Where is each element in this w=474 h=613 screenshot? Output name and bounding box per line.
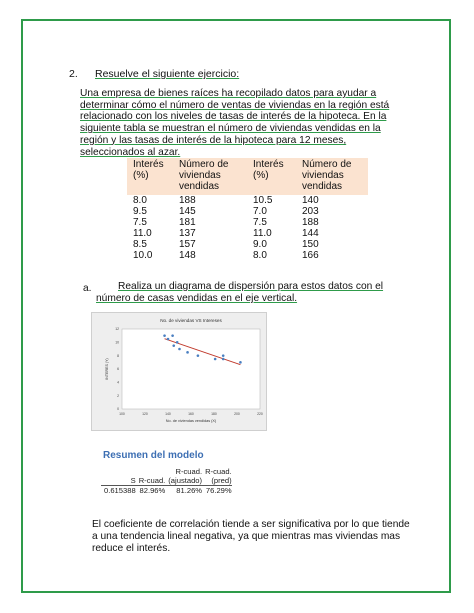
table-cell: 9.5 bbox=[133, 206, 147, 217]
table-cell: 7.5 bbox=[133, 217, 147, 228]
table-cell: 8.0 bbox=[133, 195, 147, 206]
data-point bbox=[239, 361, 242, 364]
x-tick-label: 100 bbox=[119, 412, 125, 416]
summary-h1-0 bbox=[101, 467, 136, 476]
exercise-number: 2. bbox=[69, 68, 78, 80]
x-tick-label: 140 bbox=[165, 412, 171, 416]
data-point bbox=[214, 358, 217, 361]
y-axis-label: INTERES (Y) bbox=[105, 358, 109, 380]
table-cell: 145 bbox=[179, 206, 196, 217]
data-point bbox=[197, 354, 200, 357]
table-cell: 166 bbox=[302, 250, 319, 261]
data-point bbox=[186, 351, 189, 354]
summary-rsq-value: 82.96% bbox=[136, 486, 166, 496]
data-point bbox=[172, 344, 175, 347]
data-point bbox=[171, 334, 174, 337]
y-tick-label: 6 bbox=[117, 367, 119, 372]
summary-h1-3: R-cuad. bbox=[205, 467, 232, 476]
summary-header-row-1 bbox=[101, 467, 232, 476]
table-row bbox=[127, 195, 368, 206]
problem-statement: Una empresa de bienes raíces ha recopilado datos para ayudar a determinar cómo el número de ventas de viviendas en la región está relacionado con los niveles de tasas de interés de la hipoteca. En la siguiente tabla se muestran el número de viviendas vendidas en la región y las tasas de interés de la hipoteca para 12 meses, seleccionados al azar. bbox=[80, 88, 390, 158]
plot-area bbox=[122, 329, 260, 409]
header-houses-2: Número de viviendas vendidas bbox=[296, 158, 368, 195]
table-cell: 188 bbox=[302, 217, 319, 228]
x-tick-label: 160 bbox=[188, 412, 194, 416]
header-interest-1: Interés (%) bbox=[127, 158, 173, 195]
data-point bbox=[167, 338, 170, 341]
data-point bbox=[222, 358, 225, 361]
table-cell: 148 bbox=[179, 250, 196, 261]
x-tick-label: 200 bbox=[234, 412, 240, 416]
table-cell: 8.0 bbox=[253, 250, 267, 261]
summary-h2-0: S bbox=[130, 476, 136, 485]
model-summary-table bbox=[101, 467, 232, 495]
table-cell: 9.0 bbox=[253, 239, 267, 250]
scatter-chart-svg bbox=[92, 313, 266, 430]
x-tick-label: 120 bbox=[142, 412, 148, 416]
table-cell: 157 bbox=[179, 239, 196, 250]
data-point bbox=[163, 334, 166, 337]
table-cell: 11.0 bbox=[253, 228, 272, 239]
summary-h2-1: R-cuad. bbox=[138, 476, 166, 485]
part-a-label: a. bbox=[83, 283, 92, 294]
table-cell: 8.5 bbox=[133, 239, 147, 250]
part-a-text: Realiza un diagrama de dispersión para estos datos con el número de casas vendidas en el eje vertical. bbox=[96, 281, 384, 304]
data-table bbox=[127, 158, 368, 261]
y-tick-label: 0 bbox=[117, 407, 119, 412]
table-row bbox=[127, 250, 368, 261]
table-row bbox=[127, 228, 368, 239]
table-cell: 140 bbox=[302, 195, 319, 206]
table-cell: 7.5 bbox=[253, 217, 267, 228]
table-row bbox=[127, 239, 368, 250]
exercise-heading: Resuelve el siguiente ejercicio: bbox=[95, 68, 240, 80]
table-cell: 144 bbox=[302, 228, 319, 239]
summary-h2-2: (ajustado) bbox=[168, 476, 203, 485]
table-header-row bbox=[127, 158, 368, 195]
table-cell: 188 bbox=[179, 195, 196, 206]
y-tick-label: 2 bbox=[117, 393, 119, 398]
data-point bbox=[176, 341, 179, 344]
header-interest-2: Interés (%) bbox=[247, 158, 296, 195]
model-summary-title: Resumen del modelo bbox=[103, 450, 204, 461]
conclusion-text: El coeficiente de correlación tiende a ser significativa por lo que tiende a una tendencia lineal negativa, ya que mientras mas viviendas mas reduce el interés. bbox=[92, 519, 410, 554]
header-houses-1: Número de viviendas vendidas bbox=[173, 158, 247, 195]
table-cell: 7.0 bbox=[253, 206, 267, 217]
summary-values-row bbox=[101, 486, 232, 496]
table-cell: 181 bbox=[179, 217, 196, 228]
summary-s-value: 0.615388 bbox=[101, 486, 136, 496]
table-row bbox=[127, 206, 368, 217]
y-tick-label: 12 bbox=[115, 327, 119, 332]
x-tick-label: 180 bbox=[211, 412, 217, 416]
table-cell: 11.0 bbox=[133, 228, 152, 239]
x-tick-label: 220 bbox=[257, 412, 263, 416]
summary-header-row-2 bbox=[101, 476, 232, 486]
summary-rsq-adj-value: 81.26% bbox=[165, 486, 202, 496]
chart-title: No. de viviendas VS Intereses bbox=[160, 318, 222, 323]
scatter-chart bbox=[91, 312, 267, 431]
table-cell: 137 bbox=[179, 228, 196, 239]
table-cell: 203 bbox=[302, 206, 319, 217]
data-point bbox=[222, 354, 225, 357]
y-tick-label: 10 bbox=[115, 340, 119, 345]
summary-h2-3: (pred) bbox=[211, 476, 232, 485]
summary-h1-2: R-cuad. bbox=[175, 467, 203, 476]
table-row bbox=[127, 217, 368, 228]
summary-rsq-pred-value: 76.29% bbox=[202, 486, 232, 496]
summary-h1-1 bbox=[136, 467, 166, 476]
x-axis-label: No. de viviendas vendidas (X) bbox=[165, 419, 217, 423]
data-point bbox=[178, 348, 181, 351]
table-cell: 10.0 bbox=[133, 250, 153, 261]
table-cell: 150 bbox=[302, 239, 319, 250]
y-tick-label: 4 bbox=[117, 380, 119, 385]
table-cell: 10.5 bbox=[253, 195, 273, 206]
y-tick-label: 8 bbox=[117, 353, 119, 358]
